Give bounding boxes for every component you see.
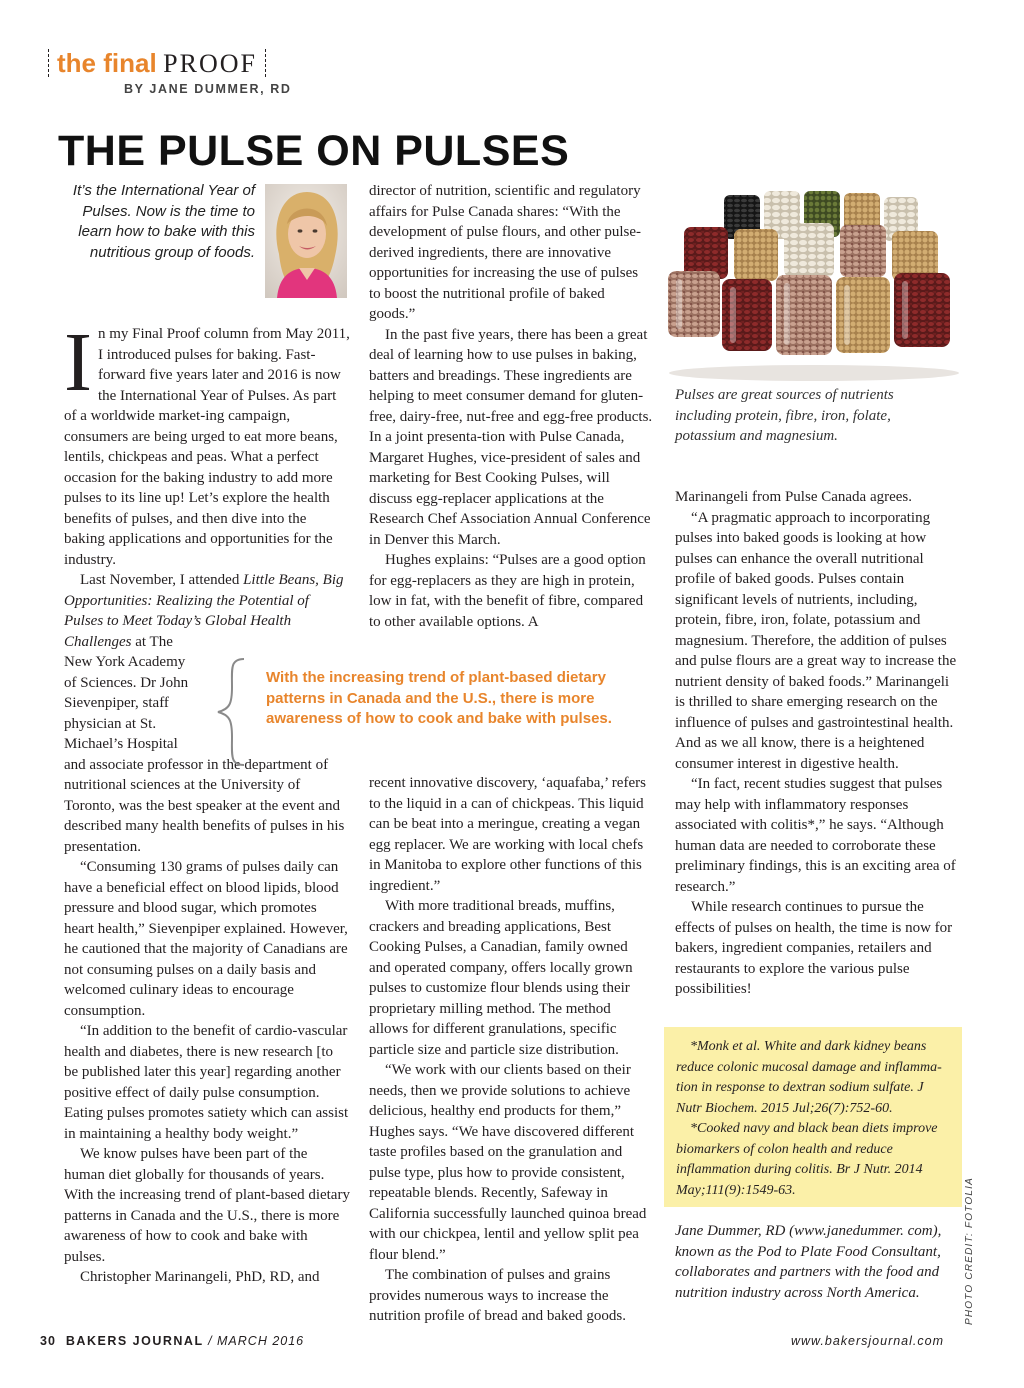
footer-left: [40, 1334, 304, 1348]
paragraph: [64, 570, 350, 652]
article-deck: It’s the International Year of Pulses. Now is the time to learn how to bake with this nutritious group of foods.: [72, 182, 255, 261]
reference: *Cooked navy and black bean diets improve biomarkers of colon health and reduce inflammation during colitis. Br J Nutr. 2014 May;111(9):1549-63.: [676, 1121, 938, 1198]
paragraph: In the past five years, there has been a great deal of learning how to use pulses in baking, batters and breadings. These ingredients are helping to meet consumer demand for gluten-free, dairy-free, nut-free and egg-free products. In a joint presenta-tion with Pulse Canada, Margaret Hughes, vice-president of sales and marketing for Best Cooking Pulses, will discuss egg-replacer applications at the Research Chef Association Annual Conference in Denver this March.: [369, 326, 653, 548]
text-line: Sievenpiper, staff: [64, 695, 169, 711]
paragraph: Marinangeli from Pulse Canada agrees.: [675, 489, 913, 505]
page-number: 30: [40, 1334, 56, 1348]
pull-quote: With the increasing trend of plant-based dietary patterns in Canada and the U.S., there is more awareness of how to cook and bake with pulses.: [266, 669, 612, 727]
event-title: Little Beans, Big Opportunities: Realizing the Potential of Pulses to Meet Today’s Global Health Challenges: [64, 572, 344, 650]
paragraph: and associate professor in the department of nutritional sciences at the University of Toronto, was the best speaker at the event and described many health benefits of pulses in his presentation.: [64, 756, 345, 855]
divider: [265, 49, 266, 77]
article-headline: THE PULSE ON PULSES: [58, 127, 570, 175]
text-line: physician at St.: [64, 715, 157, 732]
reference: *Monk et al. White and dark kidney beans reduce colonic mucosal damage and inflamma-tion in response to dextran sodium sulfate. J Nutr Biochem. 2015 Jul;26(7):752-60.: [676, 1039, 942, 1116]
paragraph: recent innovative discovery, ‘aquafaba,’ refers to the liquid in a can of chickpeas. This liquid can be beat into a meringue, creating a vegan egg replacer. We are working with local chefs in Manitoba to explore other functions of this ingredient.”: [369, 775, 646, 894]
paragraph: [64, 316, 350, 570]
references-box: [664, 1027, 962, 1207]
paragraph: While research continues to pursue the effects of pulses on health, the time is now for bakers, ingredient companies, retailers and restaurants to explore the various pulse possibilities!: [675, 899, 953, 997]
paragraph: Christopher Marinangeli, PhD, RD, and: [80, 1269, 320, 1285]
paragraph: With more traditional breads, muffins, crackers and breading applications, Best Cooking Pulses, a Canadian, family owned and operated company, offers locally grown pulses to customize flour blends using their proprietary milling method. The method allows for different granulations, specific particle size and particle size distribution.: [369, 898, 633, 1058]
paragraph: “We work with our clients based on their needs, then we provide solutions to achieve delicious, healthy end products for them,” Hughes says. “We have discovered different taste profiles based on the granulation and pulse type, plus how to provide consistent, repeatable blends. Recently, Safeway in California successfully launched quinoa bread with our chickpea, lentil and yellow split pea flour blend.”: [369, 1062, 647, 1263]
narrow-text-wrap: [64, 652, 204, 755]
section-header: [40, 48, 274, 79]
column-1: [64, 316, 350, 1288]
issue-date: / MARCH 2016: [208, 1334, 305, 1348]
paragraph-text: Last November, I attended: [80, 572, 244, 588]
brace-icon: [212, 657, 252, 767]
photo-caption: Pulses are great sources of nutrients including protein, fibre, iron, folate, potassium and magnesium.: [675, 387, 894, 444]
website-url[interactable]: www.bakersjournal.com: [791, 1334, 944, 1348]
paragraph: “A pragmatic approach to incorporating pulses into baked goods is looking at how pulses can enhance the overall nutritional profile of baked goods. Pulses contain significant levels of nutrients, including, protein, fibre, iron, folate, potassium and magnesium. Therefore, the addition of pulses and pulse flours are a great way to increase the nutrient density of baked foods.” Marinangeli is thrilled to share emerging research on the influence of pulses and gastrointestinal health. And as we all know, there is a heightened consumer interest in digestive health.: [675, 509, 957, 772]
text-line: Michael’s Hospital: [64, 736, 178, 752]
paragraph: We know pulses have been part of the human diet globally for thousands of years. With the increasing trend of plant-based dietary patterns in Canada and the U.S., there is more awareness of how to cook and bake with pulses.: [64, 1146, 350, 1265]
text-line: New York Academy: [64, 654, 186, 670]
column-2-top: [369, 181, 653, 632]
paragraph: “In fact, recent studies suggest that pulses may help with inflammatory responses associated with colitis*,” he says. “Although human data are needed to corroborate these preliminary findings, this is an exciting area of research.”: [675, 776, 956, 895]
section-name-proof: PROOF: [163, 49, 257, 78]
pulse-jars-photo: [664, 183, 964, 385]
section-name-the-final: the final: [57, 48, 157, 78]
divider: [48, 49, 49, 77]
text-line: of Sciences. Dr John: [64, 674, 189, 691]
paragraph: “In addition to the benefit of cardio-vascular health and diabetes, there is new research [to be published later this year] regarding another positive effect of daily pulse consumption. Eating pulses promotes satiety which can assist in maintaining a healthy body weight.”: [64, 1023, 349, 1142]
paragraph: “Consuming 130 grams of pulses daily can have a beneficial effect on blood lipids, blood pressure and blood sugar, which promotes heart health,” Sievenpiper explained. However, he cautioned that the majority of Canadians are not consuming pulses on a daily basis and welcomed culinary ideas to encourage consumption.: [64, 859, 348, 1019]
paragraph-text: n my Final Proof column from May 2011, I introduced pulses for baking. Fast-forward five years later and 2016 is now the International Year of Pulses. As part of a worldwide market-ing campaign, consumers are being urged to eat more beans, lentils, chickpeas and peas. What a perfect occasion for the baking industry to add more pulses to its line up! Let’s explore the health benefits of pulses, and then dive into the baking applications and opportunities for the industry.: [64, 326, 350, 568]
paragraph-text: at The: [131, 633, 173, 650]
column-3: [675, 487, 961, 1000]
photo-credit-text: PHOTO CREDIT: FOTOLIA: [964, 1177, 975, 1325]
paragraph: Hughes explains: “Pulses are a good option for egg-replacers as they are high in protein, low in fat, with the benefit of fibre, compared to other available options. A: [369, 552, 646, 630]
photo-credit: [964, 1177, 980, 1325]
author-photo: [265, 184, 347, 298]
column-2-bottom: [369, 773, 653, 1327]
paragraph: The combination of pulses and grains provides numerous ways to increase the nutrition profile of bread and baked goods.: [369, 1267, 627, 1324]
journal-name: BAKERS JOURNAL: [65, 1334, 204, 1348]
author-bio: Jane Dummer, RD (www.janedummer. com), known as the Pod to Plate Food Consultant, collaborates and partners with the food and nutrition industry across North America.: [675, 1223, 942, 1301]
drop-cap: I: [64, 316, 92, 409]
paragraph: director of nutrition, scientific and regulatory affairs for Pulse Canada shares: “With the development of pulse flours, and other pulse-derived ingredients, there are innovative opportunities for increasing the use of pulses to boost the nutritional profile of baked goods.”: [369, 183, 642, 322]
byline: BY JANE DUMMER, RD: [124, 82, 292, 96]
